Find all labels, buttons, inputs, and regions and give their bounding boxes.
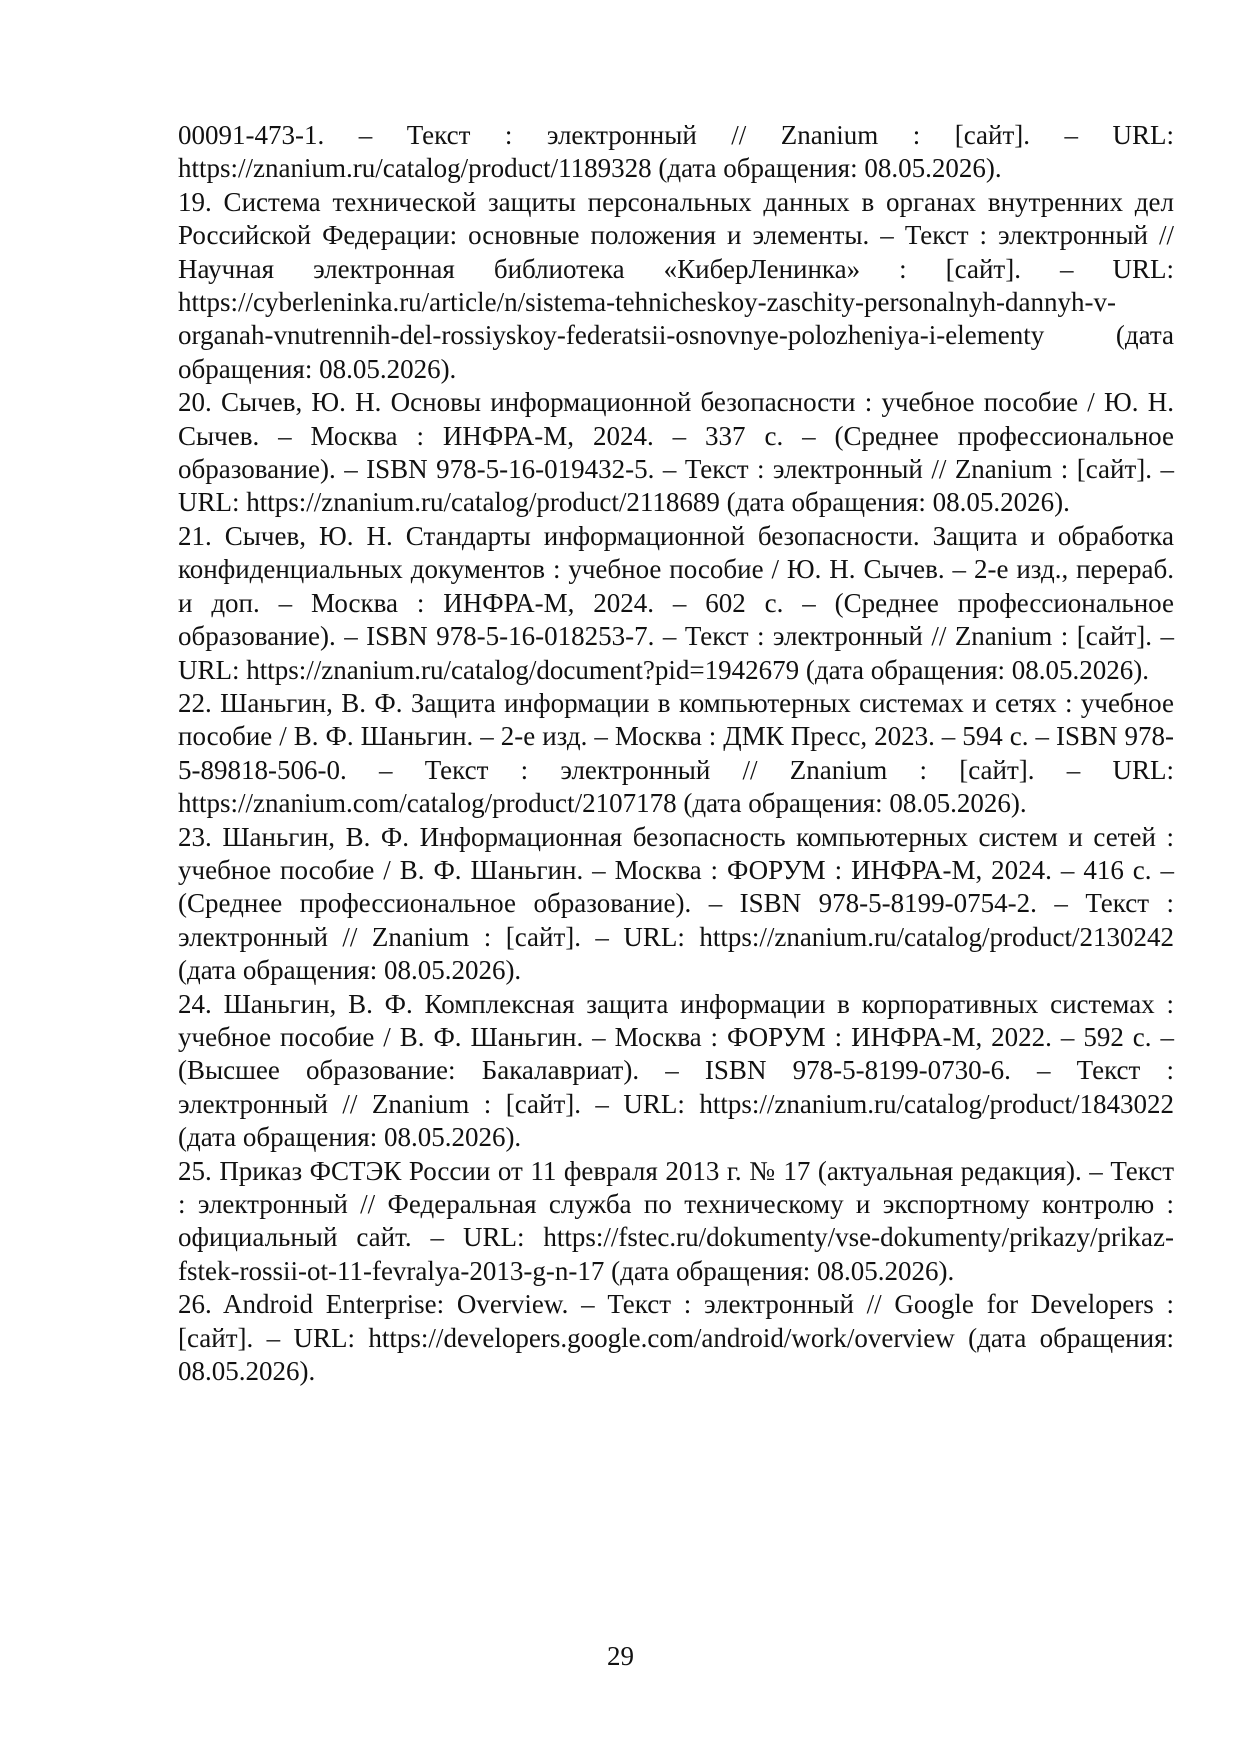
reference-entry-18-continuation: 00091-473-1. – Текст : электронный // Znanium : [сайт]. – URL: https://znanium.ru/catalog/product/1189328 (дата обращения: 08.05.2026). <box>178 120 1174 184</box>
reference-entry-22: 22. Шаньгин, В. Ф. Защита информации в компьютерных системах и сетях : учебное пособие / В. Ф. Шаньгин. – 2-е изд. – Москва : ДМК Пресс, 2023. – 594 с. – ISBN 978-5-89818-506-0. – Текст : электронный // Znanium : [сайт]. – URL: https://znanium.com/catalog/product/2107178 (дата обращения: 08.05.2026). <box>178 687 1174 819</box>
reference-entry-24: 24. Шаньгин, В. Ф. Комплексная защита информации в корпоративных системах : учебное пособие / В. Ф. Шаньгин. – Москва : ФОРУМ : ИНФРА-М, 2022. – 592 с. – (Высшее образование: Бакалавриат). – ISBN 978-5-8199-0730-6. – Текст : электронный // Znanium : [сайт]. – URL: https://znanium.ru/catalog/product/1843022 (дата обращения: 08.05.2026). <box>178 988 1174 1153</box>
reference-list <box>178 119 1174 1388</box>
reference-entry-19: 19. Система технической защиты персональных данных в органах внутренних дел Российской Федерации: основные положения и элементы. – Текст : электронный // Научная электронная библиотека «КиберЛенинка» : [сайт]. – URL: https://cyberleninka.ru/article/n/sistema-tehnicheskoy-zaschity-personalnyh-dannyh-v-organah-vnutrennih-del-rossiyskoy-federatsii-osnovnye-polozheniya-i-elementy (дата обращения: 08.05.2026). <box>178 186 1174 384</box>
reference-entry-21: 21. Сычев, Ю. Н. Стандарты информационной безопасности. Защита и обработка конфиденциальных документов : учебное пособие / Ю. Н. Сычев. – 2-е изд., перераб. и доп. – Москва : ИНФРА-М, 2024. – 602 с. – (Среднее профессиональное образование). – ISBN 978-5-16-018253-7. – Текст : электронный // Znanium : [сайт]. – URL: https://znanium.ru/catalog/document?pid=1942679 (дата обращения: 08.05.2026). <box>178 520 1174 685</box>
page-number: 29 <box>607 1641 634 1671</box>
reference-entry-26: 26. Android Enterprise: Overview. – Текст : электронный // Google for Developers : [сайт]. – URL: https://developers.google.com/android/work/overview (дата обращения: 08.05.2026). <box>178 1289 1174 1387</box>
reference-entry-25: 25. Приказ ФСТЭК России от 11 февраля 2013 г. № 17 (актуальная редакция). – Текст : электронный // Федеральная служба по техническому и экспортному контролю : официальный сайт. – URL: https://fstec.ru/dokumenty/vse-dokumenty/prikazy/prikaz-fstek-rossii-ot-11-fevralya-2013-g-n-17 (дата обращения: 08.05.2026). <box>178 1155 1174 1286</box>
reference-entry-23: 23. Шаньгин, В. Ф. Информационная безопасность компьютерных систем и сетей : учебное пособие / В. Ф. Шаньгин. – Москва : ФОРУМ : ИНФРА-М, 2024. – 416 с. – (Среднее профессиональное образование). – ISBN 978-5-8199-0754-2. – Текст : электронный // Znanium : [сайт]. – URL: https://znanium.ru/catalog/product/2130242 (дата обращения: 08.05.2026). <box>178 821 1174 986</box>
reference-entry-20: 20. Сычев, Ю. Н. Основы информационной безопасности : учебное пособие / Ю. Н. Сычев. – Москва : ИНФРА-М, 2024. – 337 с. – (Среднее профессиональное образование). – ISBN 978-5-16-019432-5. – Текст : электронный // Znanium : [сайт]. – URL: https://znanium.ru/catalog/product/2118689 (дата обращения: 08.05.2026). <box>178 387 1174 518</box>
